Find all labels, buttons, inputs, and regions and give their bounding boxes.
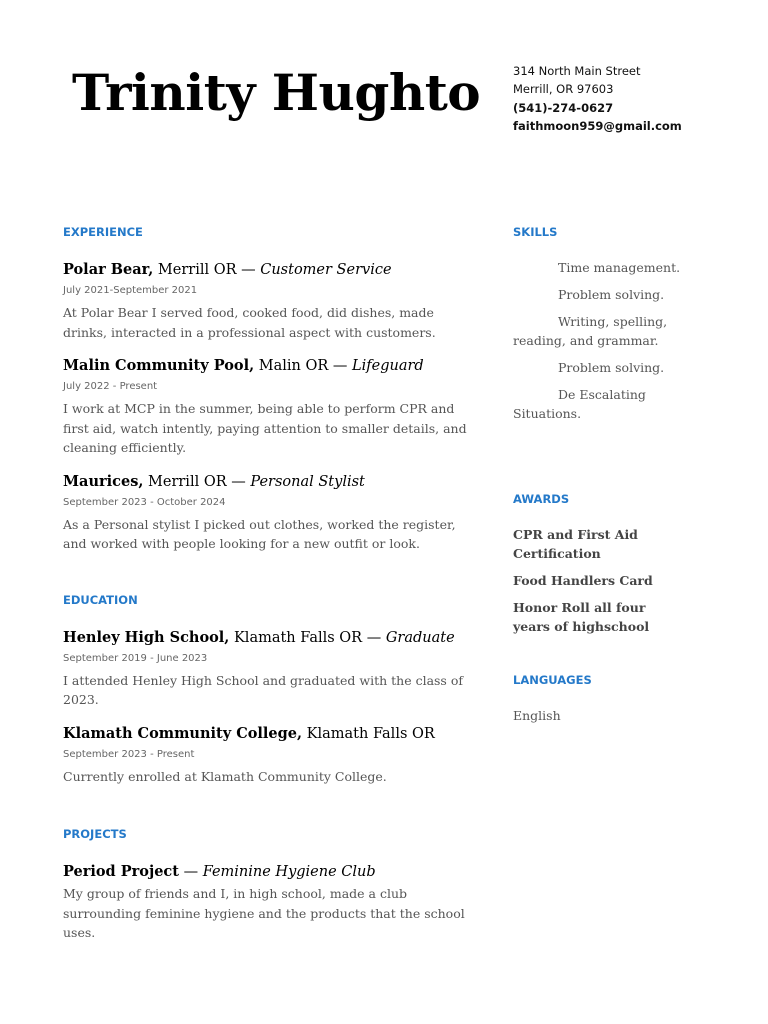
entry-title (63, 862, 478, 882)
education-entry (63, 724, 478, 787)
skill-item: Time management. (558, 260, 681, 275)
entry-description: Currently enrolled at Klamath Community College. (63, 768, 387, 784)
education-entry (63, 628, 478, 710)
main-column (63, 224, 478, 943)
entry-date: September 2023 - October 2024 (63, 496, 226, 508)
entry-org: Malin Community Pool, (63, 357, 255, 374)
contact-street: 314 North Main Street (513, 64, 641, 78)
award-item: Honor Roll all four years of highschool (513, 600, 650, 634)
language-item: English (513, 708, 561, 723)
languages-heading: LANGUAGES (513, 673, 592, 687)
languages-list (513, 706, 683, 725)
entry-description: My group of friends and I, in high school, made a club surrounding feminine hygiene and the products that the school uses. (63, 886, 465, 940)
entry-org: Maurices, (63, 472, 144, 490)
experience-entry (63, 260, 478, 342)
entry-role: Personal Stylist (250, 473, 365, 490)
skill-item: Writing, spelling, reading, and grammar. (513, 314, 668, 348)
entry-title (63, 472, 478, 492)
entry-location: Klamath Falls OR (302, 725, 435, 742)
contact-info (513, 62, 682, 135)
entry-role: Customer Service (260, 262, 392, 278)
entry-location: Merrill OR — (153, 262, 261, 278)
experience-heading: EXPERIENCE (63, 225, 143, 239)
entry-location: Klamath Falls OR — (229, 629, 386, 646)
entry-org: Polar Bear, (63, 261, 154, 278)
contact-phone[interactable]: (541)-274-0627 (513, 100, 614, 115)
entry-org: Period Project (63, 863, 179, 880)
entry-role: Graduate (385, 629, 455, 646)
resume-name: Trinity Hughto (72, 63, 481, 122)
skills-list (513, 258, 683, 423)
entry-title (63, 260, 478, 280)
awards-list (513, 525, 683, 636)
contact-city: Merrill, OR 97603 (513, 82, 614, 97)
entry-location: — (178, 864, 203, 880)
skill-item: De Escalating Situations. (513, 387, 646, 421)
entry-description: I work at MCP in the summer, being able to perform CPR and first aid, watch intently, paying attention to smaller details, and cleaning efficiently. (63, 401, 467, 455)
entry-role: Feminine Hygiene Club (202, 864, 376, 880)
entry-role: Lifeguard (352, 358, 424, 374)
entry-date: July 2022 - Present (63, 381, 158, 392)
contact-email[interactable]: faithmoon959@gmail.com (513, 118, 682, 133)
entry-org: Henley High School, (63, 628, 230, 646)
skill-item: Problem solving. (558, 360, 665, 375)
sidebar-column (513, 224, 683, 725)
entry-title (63, 356, 478, 376)
entry-org: Klamath Community College, (63, 724, 303, 742)
entry-location: Merrill OR — (143, 473, 251, 490)
entry-description: At Polar Bear I served food, cooked food, did dishes, made drinks, interacted in a professional aspect with customers. (63, 305, 436, 340)
entry-title (63, 628, 478, 648)
experience-entry (63, 472, 478, 554)
experience-entry (63, 356, 478, 458)
entry-description: As a Personal stylist I picked out clothes, worked the register, and worked with people looking for a new outfit or look. (63, 516, 456, 551)
entry-location: Malin OR — (254, 358, 352, 374)
entry-title (63, 724, 478, 744)
entry-date: July 2021-September 2021 (63, 285, 198, 296)
award-item: CPR and First Aid Certification (513, 527, 638, 561)
projects-heading: PROJECTS (63, 827, 127, 841)
skills-heading: SKILLS (513, 225, 558, 239)
award-item: Food Handlers Card (513, 573, 653, 588)
education-heading: EDUCATION (63, 592, 138, 607)
project-entry (63, 862, 478, 943)
entry-date: September 2023 - Present (63, 748, 195, 760)
entry-description: I attended Henley High School and graduated with the class of 2023. (63, 672, 463, 707)
awards-heading: AWARDS (513, 492, 570, 506)
skill-item: Problem solving. (558, 287, 665, 302)
entry-date: September 2019 - June 2023 (63, 652, 208, 664)
